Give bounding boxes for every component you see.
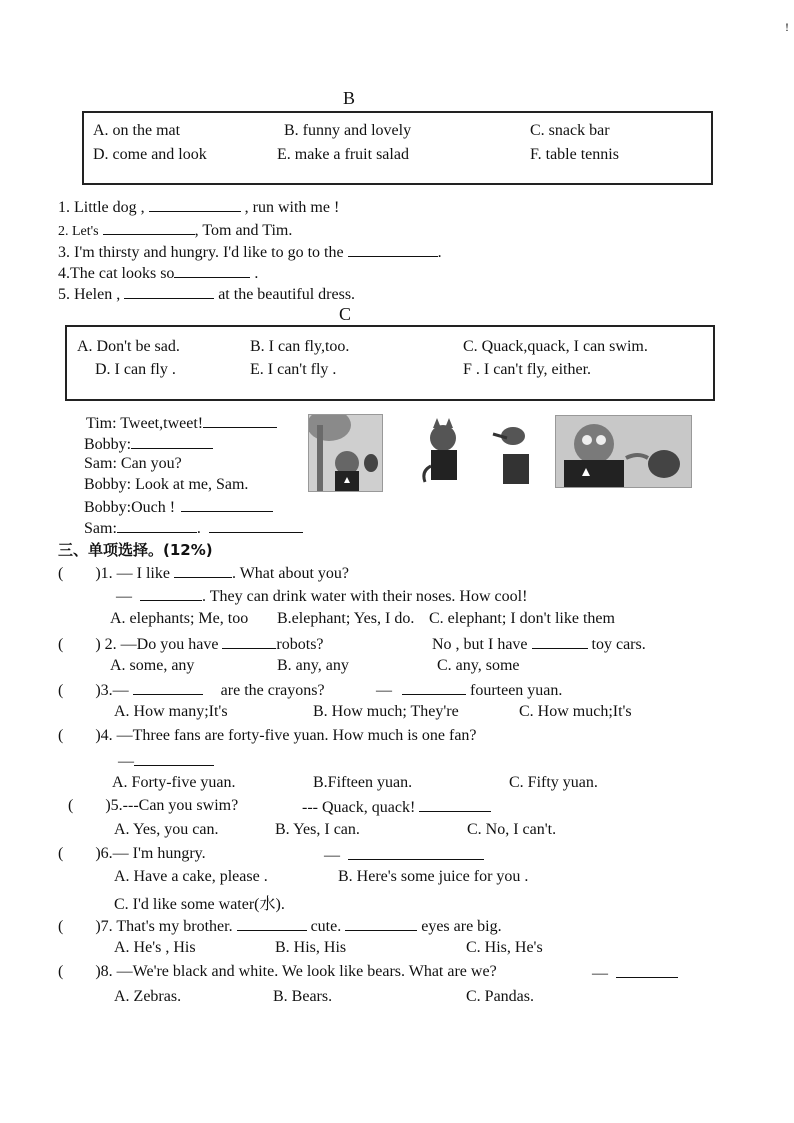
q4-option-c: C. Fifty yuan. — [509, 774, 598, 791]
answer-blank[interactable] — [419, 797, 491, 812]
answer-blank[interactable] — [348, 845, 484, 860]
question-b4-tail: . — [254, 265, 259, 282]
q8-text: )8. —We're black and white. We look like bears. What are we? — [95, 963, 497, 980]
answer-blank[interactable] — [237, 916, 307, 931]
question-paren: ( — [68, 797, 74, 814]
q4-reply — [118, 751, 214, 771]
q2-reply-text: No , but I have — [432, 636, 528, 653]
question-b4-text: 4.The cat looks so — [58, 265, 175, 282]
q3-text: )3.— — [95, 682, 129, 699]
option-c-f: F . I can't fly, either. — [463, 361, 592, 378]
q8 — [58, 963, 497, 981]
q7-mid: cute. — [310, 918, 342, 935]
dialogue-text: Tim: Tweet,tweet! — [86, 415, 204, 432]
q1-option-b: B.elephant; Yes, I do. — [277, 610, 415, 627]
q8-option-a: A. Zebras. — [114, 988, 182, 1005]
question-b2-text: 2. Let's — [58, 224, 99, 239]
section-b-options-box — [82, 111, 713, 185]
q7 — [58, 916, 502, 936]
dialogue-line-6 — [84, 518, 303, 538]
q7-option-b: B. His, His — [275, 939, 347, 956]
dash: — — [592, 965, 608, 982]
section-3-title: 三、单项选择。(12%) — [58, 541, 213, 559]
q5-text: )5.---Can you swim? — [105, 797, 239, 814]
option-c-e: E. I can't fly . — [250, 361, 337, 378]
option-b-b: B. funny and lovely — [284, 122, 412, 139]
option-b-a: A. on the mat — [93, 122, 181, 139]
picture-cat-bird-3 — [555, 415, 692, 488]
question-paren: ( — [58, 727, 64, 744]
answer-blank[interactable] — [124, 284, 214, 299]
answer-blank[interactable] — [174, 563, 232, 578]
question-b1 — [58, 197, 339, 217]
q2-option-b: B. any, any — [277, 657, 349, 674]
q3-tail: are the crayons? — [220, 682, 325, 699]
q2 — [58, 634, 324, 654]
question-paren: ( — [58, 963, 64, 980]
question-b4 — [58, 263, 258, 283]
picture-cat-bird-1 — [308, 414, 383, 492]
answer-blank[interactable] — [133, 680, 203, 695]
q3-reply — [376, 680, 562, 700]
q4-option-b: B.Fifteen yuan. — [313, 774, 413, 791]
question-paren: ( — [58, 565, 64, 582]
dialogue-line-5 — [84, 497, 273, 517]
q2-reply — [432, 634, 646, 654]
q2-tail: robots? — [276, 636, 324, 653]
question-paren: ( — [58, 918, 64, 935]
dash: — — [118, 753, 134, 770]
q5-option-a: A. Yes, you can. — [114, 821, 219, 838]
dialogue-line-1 — [86, 413, 277, 433]
section-c-options-box — [65, 325, 715, 401]
answer-blank[interactable] — [117, 518, 197, 533]
dialogue-text: Sam: — [84, 520, 117, 537]
q3-option-a: A. How many;It's — [114, 703, 228, 720]
q5-reply-text: --- Quack, quack! — [302, 799, 416, 816]
question-paren: ( — [58, 845, 64, 862]
answer-blank[interactable] — [222, 634, 276, 649]
q3-reply-tail: fourteen yuan. — [470, 682, 563, 699]
answer-blank[interactable] — [140, 586, 202, 601]
option-c-d: D. I can fly . — [95, 361, 176, 378]
q8-option-b: B. Bears. — [273, 988, 333, 1005]
q7-text: )7. That's my brother. — [95, 918, 233, 935]
option-c-a: A. Don't be sad. — [77, 338, 180, 355]
q6-option-b: B. Here's some juice for you . — [338, 868, 529, 885]
q6-reply — [324, 845, 484, 865]
dash: — — [324, 847, 340, 864]
question-b5-tail: at the beautiful dress. — [218, 286, 356, 303]
q1-option-c: C. elephant; I don't like them — [429, 610, 615, 627]
answer-blank[interactable] — [532, 634, 588, 649]
option-c-c: C. Quack,quack, I can swim. — [463, 338, 648, 355]
answer-blank[interactable] — [149, 197, 241, 212]
q5 — [68, 797, 238, 815]
q6-option-a: A. Have a cake, please . — [114, 868, 268, 885]
dialogue-line-2 — [84, 434, 213, 454]
q5-option-b: B. Yes, I can. — [275, 821, 360, 838]
q5-option-c: C. No, I can't. — [467, 821, 557, 838]
q2-option-a: A. some, any — [110, 657, 195, 674]
q1-tail: . What about you? — [231, 565, 349, 582]
q1-reply — [116, 586, 527, 606]
q2-reply-tail: toy cars. — [591, 636, 646, 653]
question-b2-tail: , Tom and Tim. — [194, 222, 293, 239]
section-c-label: C — [339, 304, 352, 324]
q2-text: ) 2. —Do you have — [95, 636, 219, 653]
option-b-f: F. table tennis — [530, 146, 619, 163]
q8-reply — [592, 963, 678, 983]
q1 — [58, 563, 349, 583]
option-c-b: B. I can fly,too. — [250, 338, 350, 355]
section-b-label: B — [343, 88, 356, 108]
question-paren: ( — [58, 636, 64, 653]
q1-reply-text: . They can drink water with their noses. How cool! — [202, 588, 528, 605]
question-b3-text: 3. I'm thirsty and hungry. I'd like to go to the — [58, 244, 344, 261]
question-b5-text: 5. Helen , — [58, 286, 121, 303]
dialogue-line-3: Sam: Can you? — [84, 455, 182, 472]
q4-text: )4. —Three fans are forty-five yuan. How much is one fan? — [95, 727, 477, 744]
answer-blank[interactable] — [181, 497, 273, 512]
q6-option-c: C. I'd like some water(水). — [114, 896, 285, 913]
question-b1-text: 1. Little dog , — [58, 199, 145, 216]
q2-option-c: C. any, some — [437, 657, 520, 674]
dialogue-text: Bobby: — [84, 436, 132, 453]
q3-option-b: B. How much; They're — [313, 703, 459, 720]
answer-blank[interactable] — [103, 220, 195, 235]
q8-option-c: C. Pandas. — [466, 988, 534, 1005]
dash: — — [116, 588, 132, 605]
answer-blank[interactable] — [345, 916, 417, 931]
question-paren: ( — [58, 682, 64, 699]
q6-text: )6.— I'm hungry. — [95, 845, 206, 862]
q7-option-c: C. His, He's — [466, 939, 543, 956]
q4 — [58, 727, 477, 745]
q3 — [58, 680, 325, 700]
dialogue-dot: . — [196, 520, 201, 537]
question-b5 — [58, 284, 355, 304]
answer-blank[interactable] — [616, 963, 678, 978]
question-b1-tail: , run with me ! — [244, 199, 340, 216]
question-b2 — [58, 220, 292, 240]
answer-blank[interactable] — [402, 680, 466, 695]
option-b-c: C. snack bar — [530, 122, 610, 139]
q3-option-c: C. How much;It's — [519, 703, 632, 720]
q7-option-a: A. He's , His — [114, 939, 196, 956]
dialogue-line-4: Bobby: Look at me, Sam. — [84, 476, 249, 493]
option-b-d: D. come and look — [93, 146, 207, 163]
corner-mark: ! — [785, 20, 789, 34]
answer-blank[interactable] — [209, 518, 303, 533]
q6 — [58, 845, 206, 863]
q1-option-a: A. elephants; Me, too — [110, 610, 249, 627]
option-b-e: E. make a fruit salad — [277, 146, 409, 163]
answer-blank[interactable] — [203, 413, 277, 428]
answer-blank[interactable] — [134, 751, 214, 766]
dash: — — [376, 682, 392, 699]
q1-text: )1. — I like — [95, 565, 170, 582]
q4-option-a: A. Forty-five yuan. — [112, 774, 236, 791]
picture-cat-bird-2 — [421, 416, 533, 486]
answer-blank[interactable] — [131, 434, 213, 449]
answer-blank[interactable] — [174, 263, 250, 278]
question-b3-tail: . — [437, 244, 442, 261]
q7-tail: eyes are big. — [421, 918, 502, 935]
question-b3 — [58, 242, 442, 262]
dialogue-text: Bobby:Ouch ! — [84, 499, 176, 516]
answer-blank[interactable] — [348, 242, 438, 257]
q5-reply — [302, 797, 491, 817]
